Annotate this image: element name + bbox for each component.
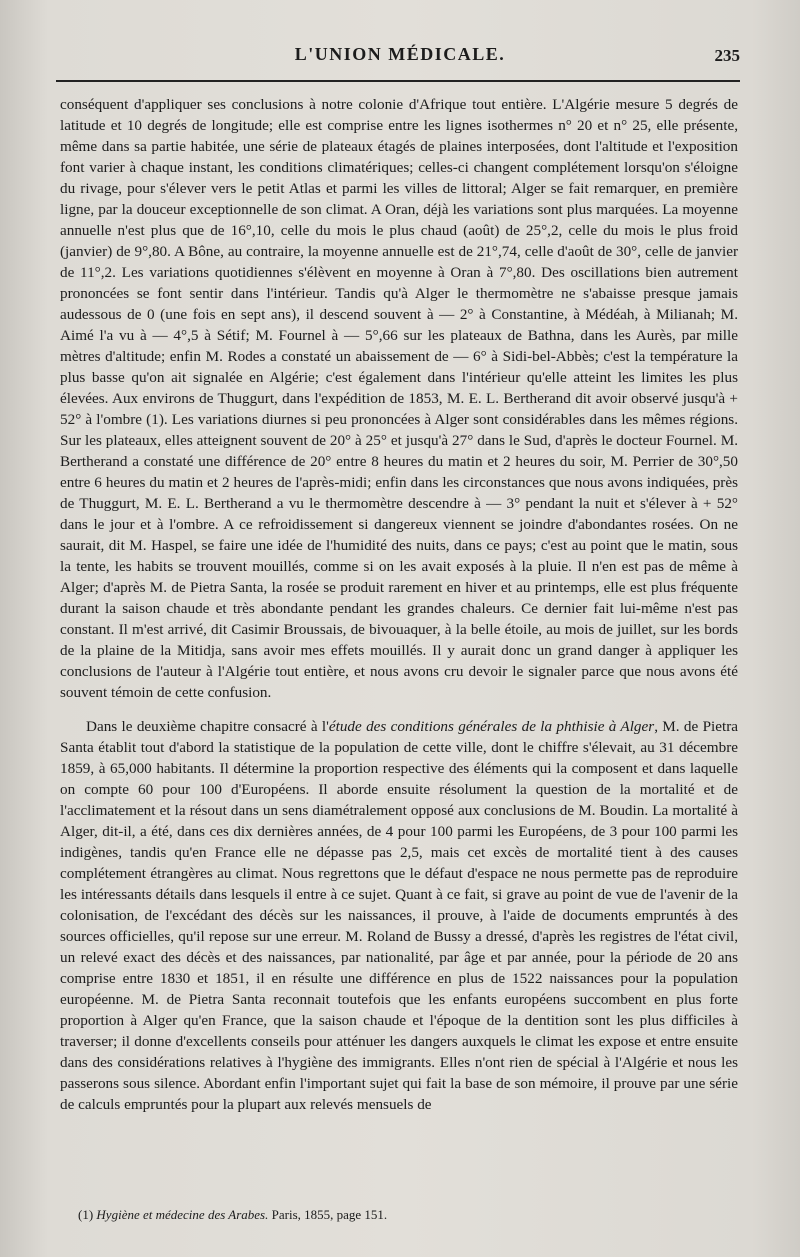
paragraph-2-start: Dans le deuxième chapitre consacré à l'	[86, 718, 329, 735]
paragraph-2-italic: étude des conditions générales de la phthisie à Alger	[328, 718, 655, 735]
running-title: L'UNION MÉDICALE.	[294, 44, 506, 64]
paragraph-1: conséquent d'appliquer ses conclusions à notre colonie d'Afrique tout entière. L'Algérie mesure 5 degrés de latitude et 10 degrés de longitude; elle est comprise entre les lignes isothermes n° 20 et n° 25, elle présente, même dans sa partie habitée, une série de plateaux étagés de plaines interposées, dont l'altitude et l'exposition font varier à chaque instant, les conditions climatériques; celles-ci changent complétement lorsqu'on s'éloigne du rivage, pour s'élever vers le petit Atlas et parmi les villes de littoral; Alger se fait remarquer, en première ligne, par la douceur exceptionnelle de son climat. A Oran, déjà les variations sont plus marquées. La moyenne annuelle n'est plus que de 16°,10, celle du mois le plus chaud (août) de 25°,2, celle du mois le plus froid (janvier) de 9°,80. A Bône, au contraire, la moyenne annuelle est de 21°,74, celle d'août de 30°, celle de janvier de 11°,2. Les variations quotidiennes s'élèvent en moyenne à Oran à 7°,80. Des oscillations bien autrement prononcées se font sentir dans l'intérieur. Tandis qu'à Alger le thermomètre ne s'abaisse presque jamais audessous de 0 (une fois en sept ans), il descend souvent à — 2° à Constantine, à Médéah, à Milianah; M. Aimé l'a vu à — 4°,5 à Sétif; M. Fournel à — 5°,66 sur les plateaux de Bathna, dans les Aurès, par mille mètres d'altitude; enfin M. Rodes a constaté un abaissement de — 6° à Sidi-bel-Abbès; c'est la température la plus basse qu'on ait signalée en Algérie; c'est également dans l'intérieur qu'elle atteint les limites les plus élevées. Aux environs de Thuggurt, dans l'expédition de 1853, M. E. L. Bertherand dit avoir observé jusqu'à + 52° à l'ombre (1). Les variations diurnes si peu prononcées à Alger sont considérables dans les mêmes régions. Sur les plateaux, elles atteignent souvent de 20° à 25° et jusqu'à 27° dans le Sud, d'après le docteur Fournel. M. Bertherand a constaté une différence de 20° entre 8 heures du matin et 2 heures du soir, M. Perrier de 30°,50 entre 6 heures du matin et 2 heures de l'après-midi; enfin dans les circonstances que nous avons indiquées, près de Thuggurt, M. E. L. Bertherand a vu le thermomètre descendre à — 3° pendant la nuit et s'élever à + 52° dans le jour et à l'ombre. A ce refroidissement si dangereux viennent se joindre d'abondantes rosées. On ne saurait, dit M. Haspel, se faire une idée de l'humidité des nuits, dans ce pays; c'est au point que le matin, sous la tente, les habits se trouvent mouillés, comme si on les avait exposés à la pluie. Il n'en est pas de même à Alger; d'après M. de Pietra Santa, la rosée se produit rarement en hiver et au printemps, elle est plus fréquente durant la saison chaude et très abondante pendant les grandes chaleurs. Ce dernier fait lui-même n'est pas constant. Il m'est arrivé, dit Casimir Broussais, de bivouaquer, à la belle étoile, au mois de juillet, sur les bords de la plaine de la Mitidja, sans avoir mes effets mouillés. Il y aurait donc un grand danger à appliquer les conclusions de l'auteur à l'Algérie tout entière, et nous avons cru devoir le signaler parce que nous avons été souvent témoin de cette confusion.	[60, 96, 738, 701]
body-text	[60, 94, 738, 1115]
footnote-text: Paris, 1855, page 151.	[268, 1207, 388, 1222]
paragraph-2-rest: , M. de Pietra Santa établit tout d'abord la statistique de la population de cette ville, dont le chiffre s'élevait, au 31 décembre 1859, à 65,000 habitants. Il détermine la proportion respective des éléments qui la composent et dans laquelle on compte 60 pour 100 d'Européens. Il aborde ensuite résolument la question de la mortalité et de l'acclimatement et la résout dans un sens diamétralement opposé aux conclusions de M. Boudin. La mortalité à Alger, dit-il, a été, dans ces dix dernières années, de 4 pour 100 parmi les Européens, de 3 pour 100 parmi les indigènes, tandis qu'en France elle ne dépasse pas 2,5, mais cet excès de mortalité tient à des causes complétement étrangères au climat. Nous regrettons que le défaut d'espace ne nous permette pas de reproduire les intéressants détails dans lesquels il entre à ce sujet. Quant à ce fait, si grave au point de vue de l'avenir de la colonisation, de l'excédant des décès sur les naissances, il prouve, à l'aide de documents empruntés à des sources officielles, qu'il repose sur une erreur. M. Roland de Bussy a dressé, d'après les registres de l'état civil, un relevé exact des décès et des naissances, par nationalité, par âge et par année, pour la période de 20 ans comprise entre 1830 et 1851, il en résulte une différence en plus de 1522 naissances pour la population européenne. M. de Pietra Santa reconnait toutefois que les enfants européens succombent en plus forte proportion à Alger qu'en France, que la saison chaude et l'époque de la dentition sont les plus difficiles à traverser; il donne d'excellents conseils pour atténuer les dangers auxquels le climat les expose et entre ensuite dans des considérations relatives à l'hygiène des immigrants. Elles n'ont rien de spécial à l'Algérie et nous les passerons sous silence. Abordant enfin l'important sujet qui fait la base de son mémoire, il prouve par une série de calculs empruntés pour la plupart aux relevés mensuels de	[60, 718, 739, 1113]
page-header	[60, 44, 740, 74]
header-rule	[56, 80, 740, 82]
footnote	[78, 1206, 738, 1224]
footnote-italic: Hygiène et médecine des Arabes.	[96, 1207, 269, 1222]
page-number: 235	[714, 46, 740, 65]
paragraph-2	[60, 716, 738, 1115]
footnote-marker: (1)	[78, 1207, 94, 1222]
